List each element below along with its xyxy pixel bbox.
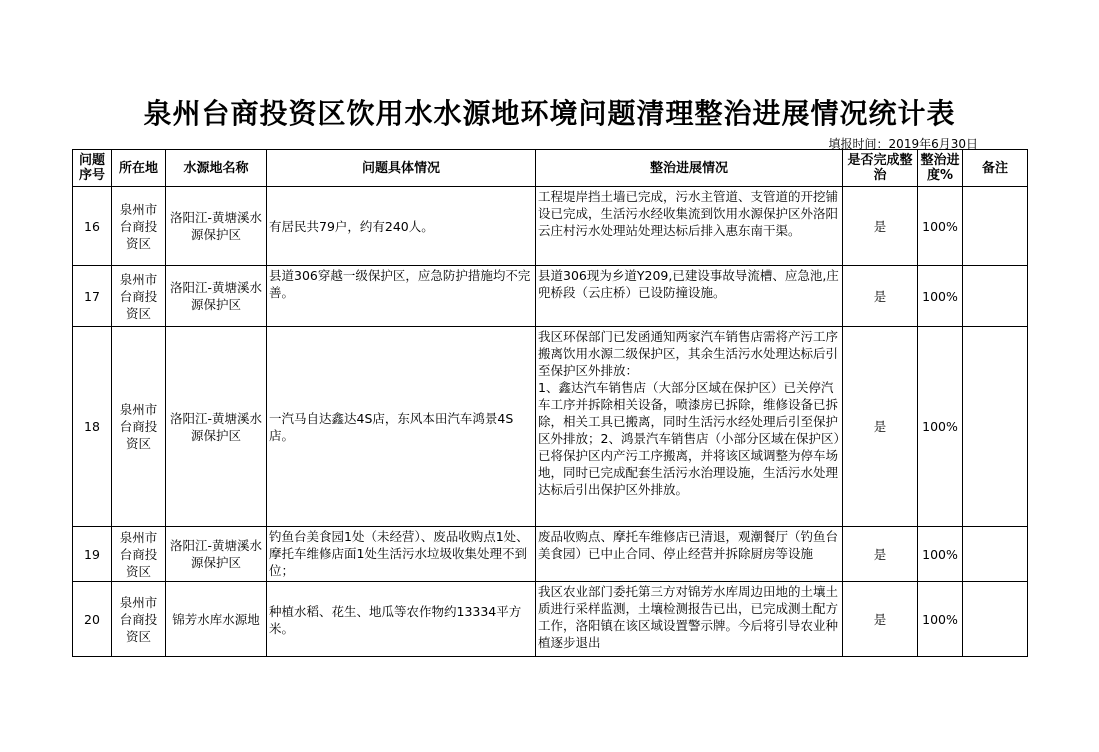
cell-problem: 有居民共79户，约有240人。 bbox=[267, 187, 536, 266]
cell-percent: 100% bbox=[918, 327, 963, 527]
col-header-percent: 整治进度% bbox=[918, 150, 963, 187]
col-header-problem: 问题具体情况 bbox=[267, 150, 536, 187]
col-header-remark: 备注 bbox=[963, 150, 1028, 187]
table-row bbox=[73, 187, 1028, 266]
table-row bbox=[73, 327, 1028, 527]
table-row bbox=[73, 266, 1028, 327]
col-header-progress: 整治进展情况 bbox=[536, 150, 843, 187]
cell-percent: 100% bbox=[918, 187, 963, 266]
cell-completed: 是 bbox=[843, 527, 918, 582]
cell-percent: 100% bbox=[918, 527, 963, 582]
cell-problem: 钓鱼台美食园1处（未经营）、废品收购点1处、摩托车维修店面1处生活污水垃圾收集处理不到位； bbox=[267, 527, 536, 582]
cell-no: 18 bbox=[73, 327, 112, 527]
fill-date: 填报时间：2019年6月30日 bbox=[828, 137, 978, 151]
cell-source-name: 洛阳江-黄塘溪水源保护区 bbox=[166, 266, 267, 327]
cell-location: 泉州市台商投资区 bbox=[112, 187, 166, 266]
table-row bbox=[73, 582, 1028, 657]
col-header-source-name: 水源地名称 bbox=[166, 150, 267, 187]
cell-completed: 是 bbox=[843, 187, 918, 266]
cell-progress: 我区农业部门委托第三方对锦芳水库周边田地的土壤土质进行采样监测，土壤检测报告已出，已完成测土配方工作，洛阳镇在该区域设置警示牌。今后将引导农业种植逐步退出 bbox=[536, 582, 843, 657]
cell-completed: 是 bbox=[843, 266, 918, 327]
cell-percent: 100% bbox=[918, 582, 963, 657]
page-title: 泉州台商投资区饮用水水源地环境问题清理整治进展情况统计表 bbox=[143, 97, 956, 130]
cell-progress: 废品收购点、摩托车维修店已清退，观潮餐厅（钓鱼台美食园）已中止合同、停止经营并拆除厨房等设施 bbox=[536, 527, 843, 582]
header-row bbox=[73, 150, 1028, 187]
cell-source-name: 洛阳江-黄塘溪水源保护区 bbox=[166, 327, 267, 527]
col-header-location: 所在地 bbox=[112, 150, 166, 187]
cell-progress: 工程堤岸挡土墙已完成，污水主管道、支管道的开挖铺设已完成，生活污水经收集流到饮用水源保护区外洛阳云庄村污水处理站处理达标后排入惠东南干渠。 bbox=[536, 187, 843, 266]
cell-remark bbox=[963, 327, 1028, 527]
cell-problem: 一汽马自达鑫达4S店，东风本田汽车鸿景4S店。 bbox=[267, 327, 536, 527]
cell-location: 泉州市台商投资区 bbox=[112, 527, 166, 582]
cell-progress: 县道306现为乡道Y209,已建设事故导流槽、应急池,庄兜桥段（云庄桥）已设防撞设施。 bbox=[536, 266, 843, 327]
col-header-no: 问题序号 bbox=[73, 150, 112, 187]
progress-table bbox=[72, 149, 1028, 657]
cell-no: 20 bbox=[73, 582, 112, 657]
cell-location: 泉州市台商投资区 bbox=[112, 327, 166, 527]
cell-source-name: 洛阳江-黄塘溪水源保护区 bbox=[166, 187, 267, 266]
cell-progress: 我区环保部门已发函通知两家汽车销售店需将产污工序搬离饮用水源二级保护区，其余生活污水处理达标后引至保护区外排放： 1、鑫达汽车销售店（大部分区域在保护区）已关停汽车工序并拆除相关设备，喷漆房已拆除，维修设备已拆除，相关工具已搬离，同时生活污水经处理后引至保护区外排放；2、鸿景汽车销售店（小部分区域在保护区）已将保护区内产污工序搬离，并将该区域调整为停车场地，同时已完成配套生活污水治理设施，生活污水处理达标后引出保护区外排放。 bbox=[536, 327, 843, 527]
col-header-completed: 是否完成整治 bbox=[843, 150, 918, 187]
cell-no: 17 bbox=[73, 266, 112, 327]
cell-location: 泉州市台商投资区 bbox=[112, 582, 166, 657]
cell-remark bbox=[963, 582, 1028, 657]
cell-remark bbox=[963, 527, 1028, 582]
cell-remark bbox=[963, 266, 1028, 327]
cell-completed: 是 bbox=[843, 582, 918, 657]
cell-problem: 种植水稻、花生、地瓜等农作物约13334平方米。 bbox=[267, 582, 536, 657]
cell-remark bbox=[963, 187, 1028, 266]
cell-location: 泉州市台商投资区 bbox=[112, 266, 166, 327]
cell-no: 19 bbox=[73, 527, 112, 582]
cell-source-name: 洛阳江-黄塘溪水源保护区 bbox=[166, 527, 267, 582]
cell-completed: 是 bbox=[843, 327, 918, 527]
cell-source-name: 锦芳水库水源地 bbox=[166, 582, 267, 657]
cell-no: 16 bbox=[73, 187, 112, 266]
cell-problem: 县道306穿越一级保护区，应急防护措施均不完善。 bbox=[267, 266, 536, 327]
table-row bbox=[73, 527, 1028, 582]
cell-percent: 100% bbox=[918, 266, 963, 327]
